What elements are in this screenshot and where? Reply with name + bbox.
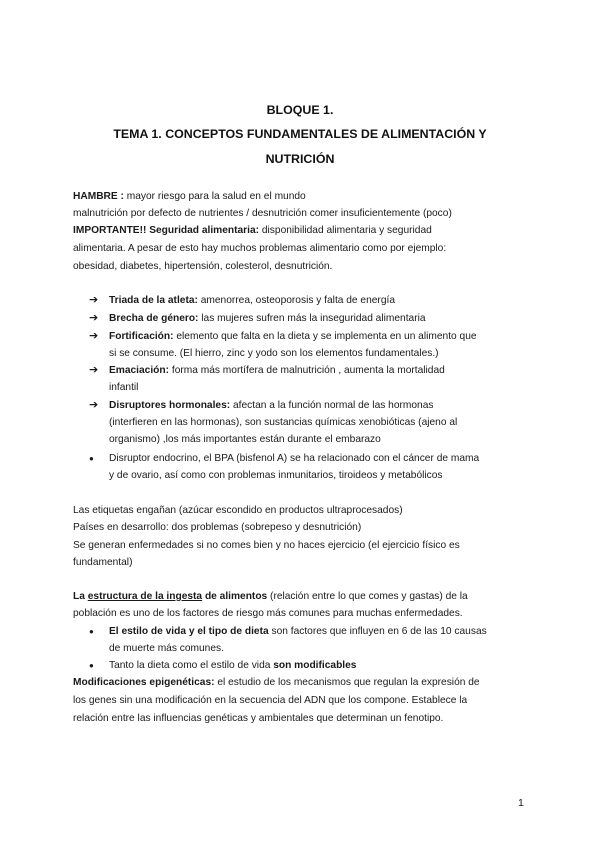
tema-heading-line1: TEMA 1. CONCEPTOS FUNDAMENTALES DE ALIMENTACIÓN Y bbox=[113, 127, 487, 141]
epigeneticas-line3: relación entre las influencias genéticas y ambientales que determinan un fenotipo. bbox=[73, 713, 444, 724]
arrow-marker-icon: ➔ bbox=[89, 330, 99, 342]
etiquetas-line: Las etiquetas engañan (azúcar escondido en productos ultraprocesados) bbox=[73, 505, 403, 516]
bloque-heading: BLOQUE 1. bbox=[266, 103, 334, 117]
importante-label: IMPORTANTE!! Seguridad alimentaria: bbox=[73, 225, 260, 236]
triada-label: Triada de la atleta: bbox=[109, 295, 198, 306]
arrow-marker-icon: ➔ bbox=[89, 399, 99, 411]
intro-line4: alimentaria. A pesar de esto hay muchos problemas alimentario como por ejemplo: bbox=[73, 243, 447, 254]
modificables-text: Tanto la dieta como el estilo de vida bbox=[109, 660, 274, 671]
estructura-line bbox=[73, 588, 468, 605]
arrow-marker-icon: ➔ bbox=[89, 312, 99, 324]
hambre-label: HAMBRE : bbox=[73, 191, 124, 202]
hambre-text: mayor riesgo para la salud en el mundo bbox=[123, 191, 306, 202]
bullet-dot-icon: ● bbox=[89, 627, 94, 636]
arrow-marker-icon: ➔ bbox=[89, 294, 99, 306]
estructura-ingesta: estructura de la ingesta bbox=[87, 591, 203, 602]
intro-line5: obesidad, diabetes, hipertensión, colesterol, desnutrición. bbox=[73, 261, 333, 272]
epigeneticas-line bbox=[73, 674, 480, 691]
arrow-marker-icon: ➔ bbox=[89, 364, 99, 376]
fundamental-line: fundamental) bbox=[73, 557, 133, 568]
enfermedades-line: Se generan enfermedades si no comes bien y no haces ejercicio (el ejercicio físico es bbox=[73, 540, 460, 551]
brecha-label: Brecha de género: bbox=[109, 313, 199, 324]
page-number: 1 bbox=[518, 797, 524, 809]
fortificacion-text: elemento que falta en la dieta y se implementa en un alimento que bbox=[173, 331, 477, 342]
bpa-line2: y de ovario, así como con problemas inmunitarios, tiroideos y metabólicos bbox=[109, 470, 443, 481]
tema-heading-line2: NUTRICIÓN bbox=[265, 152, 335, 166]
emaciacion-label: Emaciación: bbox=[109, 365, 170, 376]
disruptores-line3: organismo) ,los más importantes están durante el embarazo bbox=[109, 434, 381, 445]
bullet-dot-icon: ● bbox=[89, 454, 94, 463]
triada-text: amenorrea, osteoporosis y falta de energía bbox=[197, 295, 395, 306]
disruptores-text: afectan a la función normal de las hormonas bbox=[230, 400, 434, 411]
poblacion-line: población es uno de los factores de riesgo más comunes para muchas enfermedades. bbox=[73, 608, 463, 619]
bullet-dot-icon: ● bbox=[89, 661, 94, 670]
de-alimentos: de alimentos bbox=[202, 591, 268, 602]
estructura-rest: (relación entre lo que comes y gastas) de la bbox=[267, 591, 468, 602]
fortificacion-label: Fortificación: bbox=[109, 331, 174, 342]
epigeneticas-label: Modificaciones epigenéticas: bbox=[73, 677, 215, 688]
disruptores-line2: (interfieren en las hormonas), son sustancias químicas xenobióticas (ajeno al bbox=[109, 417, 458, 428]
estilo-vida-text: son factores que influyen en 6 de las 10 causas bbox=[268, 626, 487, 637]
epigeneticas-line2: los genes sin una modificación en la secuencia del ADN que los compone. Establece la bbox=[73, 695, 468, 706]
hambre-line bbox=[73, 188, 306, 205]
emaciacion-text: forma más mortífera de malnutrición , aumenta la mortalidad bbox=[169, 365, 445, 376]
importante-text: disponibilidad alimentaria y seguridad bbox=[259, 225, 432, 236]
estilo-vida-line2: de muerte más comunes. bbox=[109, 643, 224, 654]
bpa-line1: Disruptor endocrino, el BPA (bisfenol A) se ha relacionado con el cáncer de mama bbox=[109, 453, 480, 464]
estilo-vida-bold: El estilo de vida y el tipo de dieta bbox=[109, 626, 269, 637]
la-word: La bbox=[73, 591, 88, 602]
fortificacion-line2: si se consume. (El hierro, zinc y yodo son los elementos fundamentales.) bbox=[109, 348, 439, 359]
emaciacion-line2: infantil bbox=[109, 382, 139, 393]
disruptores-label: Disruptores hormonales: bbox=[109, 400, 231, 411]
epigeneticas-text: el estudio de los mecanismos que regulan la expresión de bbox=[214, 677, 480, 688]
modificables-bold: son modificables bbox=[273, 660, 357, 671]
brecha-text: las mujeres sufren más la inseguridad alimentaria bbox=[198, 313, 426, 324]
paises-line: Países en desarrollo: dos problemas (sobrepeso y desnutrición) bbox=[73, 522, 362, 533]
importante-line bbox=[73, 222, 432, 239]
malnutricion-line: malnutrición por defecto de nutrientes / desnutrición comer insuficientemente (poco) bbox=[73, 208, 452, 219]
